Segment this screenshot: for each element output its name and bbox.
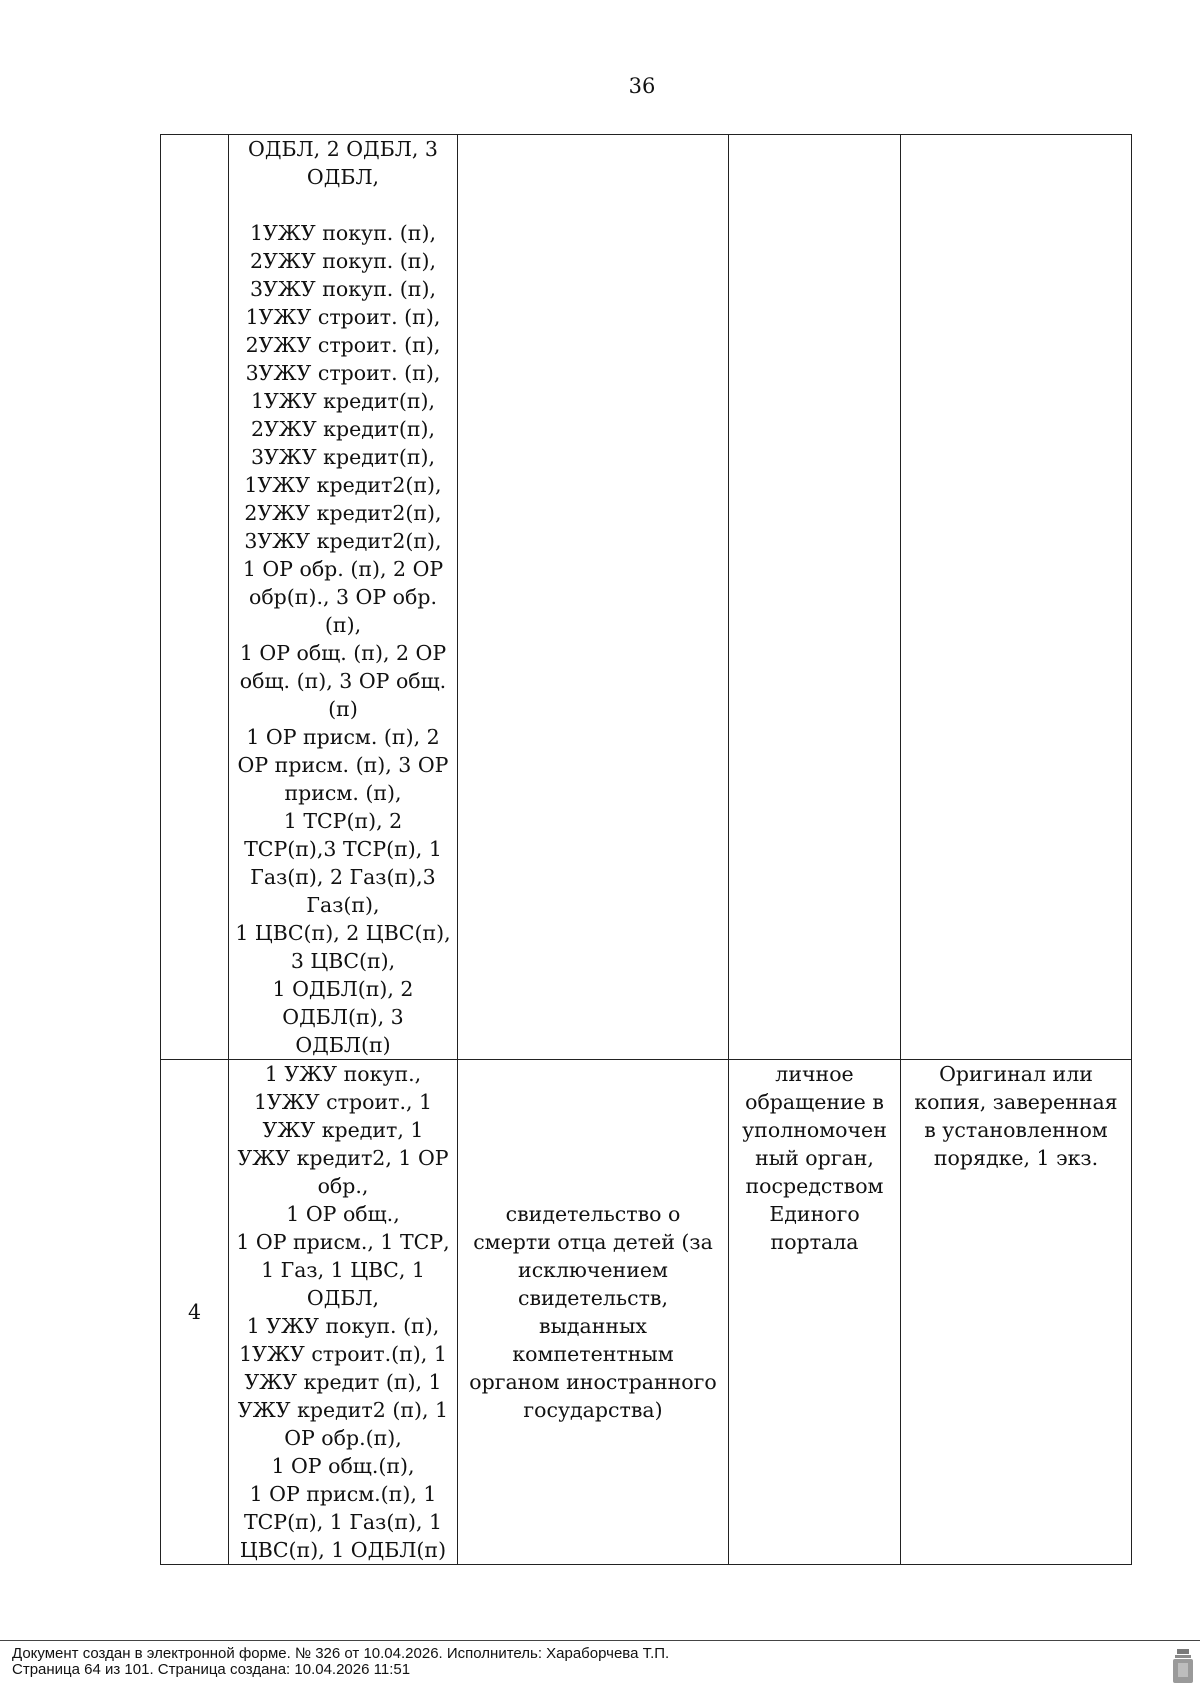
categories-top-text: ОДБЛ, 2 ОДБЛ, 3 ОДБЛ, xyxy=(248,137,438,189)
page-number: 36 xyxy=(628,74,656,98)
table-row xyxy=(161,135,1132,1060)
method-cell xyxy=(729,135,901,1060)
footer-line-1: Документ создан в электронной форме. № 326 от 10.04.2026. Исполнитель: Хараборчева Т.П. xyxy=(12,1645,670,1662)
row-number-cell xyxy=(161,135,229,1060)
footer-divider xyxy=(0,1640,1200,1641)
document-cell: свидетельство о смерти отца детей (за исключением свидетельств, выданных компетентным органом иностранного государства) xyxy=(458,1060,729,1565)
document-cell xyxy=(458,135,729,1060)
categories-cell: 1 УЖУ покуп., 1УЖУ строит., 1 УЖУ кредит, 1 УЖУ кредит2, 1 ОР обр., 1 ОР общ., 1 ОР присм., 1 ТСР, 1 Газ, 1 ЦВС, 1 ОДБЛ, 1 УЖУ покуп. (п), 1УЖУ строит.(п), 1 УЖУ кредит (п), 1 УЖУ кредит2 (п), 1 ОР обр.(п), 1 ОР общ.(п), 1 ОР присм.(п), 1 ТСР(п), 1 Газ(п), 1 ЦВС(п), 1 ОДБЛ(п) xyxy=(229,1060,458,1565)
method-cell: личное обращение в уполномочен ный орган, посредством Единого портала xyxy=(729,1060,901,1565)
categories-cell xyxy=(229,135,458,1060)
document-table xyxy=(160,134,1132,1565)
requirements-cell: Оригинал или копия, заверенная в установленном порядке, 1 экз. xyxy=(901,1060,1132,1565)
footer-line-2: Страница 64 из 101. Страница создана: 10.04.2026 11:51 xyxy=(12,1661,411,1678)
categories-list-text: 1УЖУ покуп. (п), 2УЖУ покуп. (п), 3УЖУ покуп. (п), 1УЖУ строит. (п), 2УЖУ строит. (п), 3УЖУ строит. (п), 1УЖУ кредит(п), 2УЖУ кредит(п), 3УЖУ кредит(п), 1УЖУ кредит2(п), 2УЖУ кредит2(п), 3УЖУ кредит2(п), 1 ОР обр. (п), 2 ОР обр(п)., 3 ОР обр. (п), 1 ОР общ. (п), 2 ОР общ. (п), 3 ОР общ. (п) 1 ОР присм. (п), 2 ОР присм. (п), 3 ОР присм. (п), 1 ТСР(п), 2 ТСР(п),3 ТСР(п), 1 Газ(п), 2 Газ(п),3 Газ(п), 1 ЦВС(п), 2 ЦВС(п), 3 ЦВС(п), 1 ОДБЛ(п), 2 ОДБЛ(п), 3 ОДБЛ(п) xyxy=(235,221,451,1057)
requirements-cell xyxy=(901,135,1132,1060)
row-number-cell: 4 xyxy=(161,1060,229,1565)
footer xyxy=(12,1646,669,1678)
table-row xyxy=(161,1060,1132,1565)
blank-line xyxy=(235,191,451,219)
emblem-icon xyxy=(1172,1648,1194,1684)
